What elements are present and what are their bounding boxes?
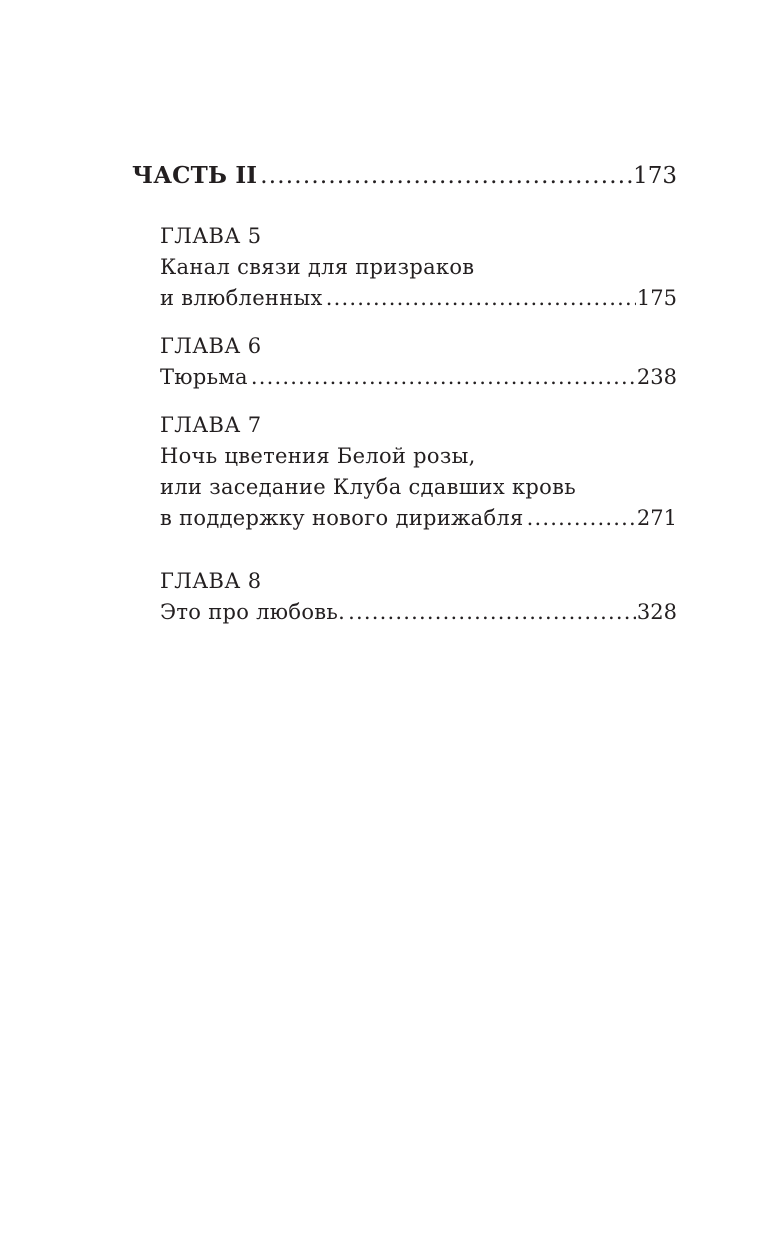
dot-leader xyxy=(348,597,636,628)
chapter-label: ГЛАВА 6 xyxy=(160,334,262,358)
chapter-title-line: Тюрьма xyxy=(160,365,248,389)
chapter-title-line: Канал связи для призраков xyxy=(160,255,475,279)
chapter-title-last-line xyxy=(160,503,677,534)
toc-chapter-entry[interactable] xyxy=(160,566,677,628)
chapter-title-line: или заседание Клуба сдавших кровь xyxy=(160,475,576,499)
dot-leader xyxy=(260,160,632,192)
chapter-title-line: и влюбленных xyxy=(160,286,323,310)
part-title: ЧАСТЬ II xyxy=(132,162,258,189)
page-number: 328 xyxy=(636,600,677,624)
dot-leader xyxy=(326,283,636,314)
page-number: 175 xyxy=(636,286,677,310)
page-number: 271 xyxy=(636,506,677,530)
chapter-label: ГЛАВА 5 xyxy=(160,224,262,248)
chapter-title-last-line xyxy=(160,597,677,628)
dot-leader xyxy=(251,362,636,393)
chapter-label: ГЛАВА 7 xyxy=(160,413,262,437)
toc-chapter-entry[interactable] xyxy=(160,221,677,314)
chapter-title-last-line xyxy=(160,362,677,393)
chapter-label: ГЛАВА 8 xyxy=(160,569,262,593)
dot-leader xyxy=(527,503,636,534)
toc-chapter-entry[interactable] xyxy=(160,331,677,393)
chapter-title-line: Это про любовь. xyxy=(160,600,346,624)
chapter-title-last-line xyxy=(160,283,677,314)
chapter-title-line: в поддержку нового дирижабля xyxy=(160,506,524,530)
page-number: 238 xyxy=(636,365,677,389)
table-of-contents xyxy=(132,160,677,628)
toc-chapter-entry[interactable] xyxy=(160,410,677,534)
chapter-title-line: Ночь цветения Белой розы, xyxy=(160,444,476,468)
page-number: 173 xyxy=(633,163,677,189)
toc-part-entry[interactable] xyxy=(132,160,677,192)
